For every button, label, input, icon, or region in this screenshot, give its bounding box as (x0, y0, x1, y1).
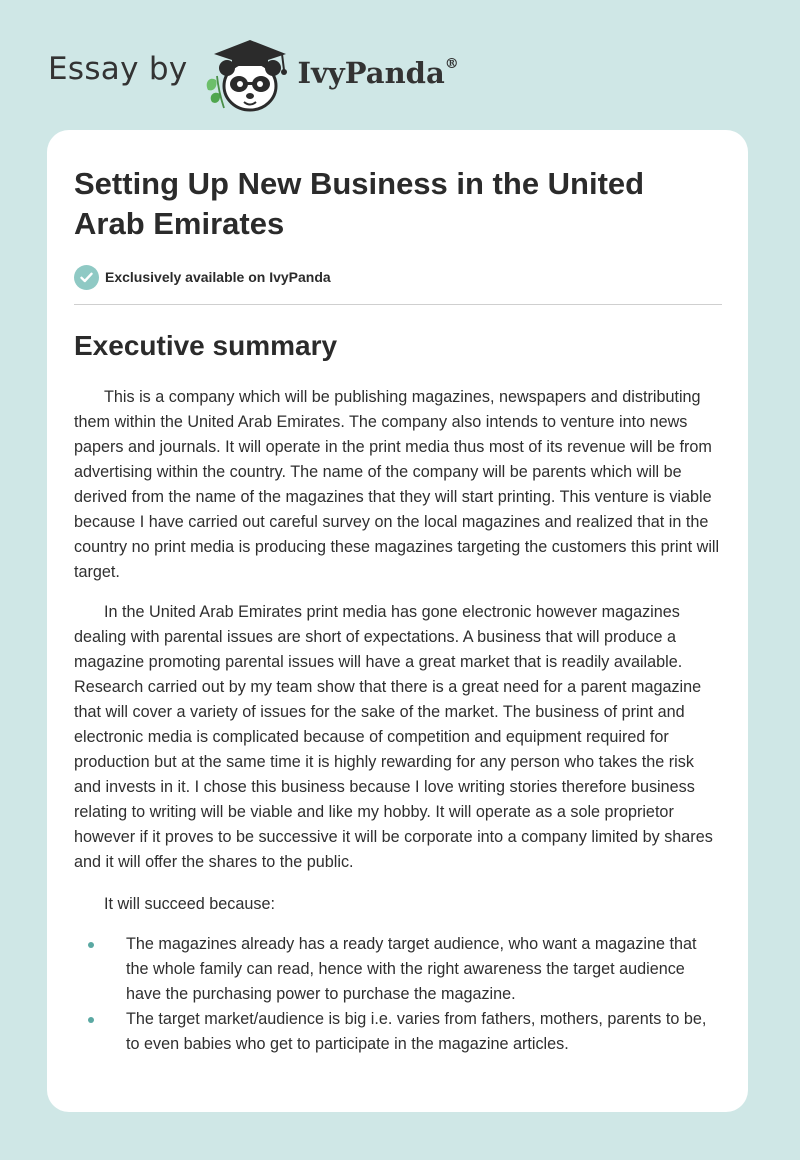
brand-name-text: IvyPanda (297, 56, 445, 90)
list-intro: It will succeed because: (104, 895, 275, 913)
exclusive-badge (74, 264, 722, 290)
list-item (74, 932, 722, 1007)
list-item-text: The target market/audience is big i.e. varies from fathers, mothers, parents to be, to even babies who get to participate in the magazine articles. (126, 1010, 707, 1053)
site-brand[interactable] (48, 34, 459, 114)
check-icon (74, 265, 99, 290)
divider (74, 304, 722, 305)
bullet-icon (88, 1017, 94, 1023)
bullet-icon (88, 942, 94, 948)
section-heading: Executive summary (74, 330, 338, 361)
brand-name (298, 56, 459, 90)
brand-prefix: Essay by (48, 51, 188, 87)
panda-graduate-logo-icon (202, 34, 294, 114)
essay-card (47, 130, 748, 1112)
list-item (74, 1007, 722, 1057)
registered-mark: ® (444, 56, 459, 73)
exclusive-label: Exclusively available on IvyPanda (105, 269, 331, 285)
paragraph: This is a company which will be publishing magazines, newspapers and distributing them within the United Arab Emirates. The company also intends to venture into news papers and journals. It will operate in the print media thus most of its revenue will be from advertising within the country. The name of the company will be parents which will be derived from the name of the magazines that they will start printing. This venture is viable because I have carried out careful survey on the local magazines and realized that in the country no print media is producing these magazines targeting the customers this print will target. (74, 388, 720, 581)
page-title: Setting Up New Business in the United Arab Emirates (74, 166, 645, 241)
bullet-list (74, 932, 722, 1057)
paragraph: In the United Arab Emirates print media has gone electronic however magazines dealing with parental issues are short of expectations. A business that will produce a magazine promoting parental issues will have a great market that is readily available. Research carried out by my team show that there is a great need for a parent magazine that will cover a variety of issues for the sake of the market. The business of print and electronic media is complicated because of competition and equipment required for production but at the same time it is highly rewarding for any person who takes the risk and invests in it. I chose this business because I love writing stories therefore business relating to writing will be viable and like my hobby. It will operate as a sole proprietor however if it proves to be successive it will be corporate into a company limited by shares and it will offer the shares to the public. (74, 603, 713, 871)
list-item-text: The magazines already has a ready target audience, who want a magazine that the whole family can read, hence with the right awareness the target audience have the purchasing power to purchase the magazine. (126, 935, 697, 1003)
